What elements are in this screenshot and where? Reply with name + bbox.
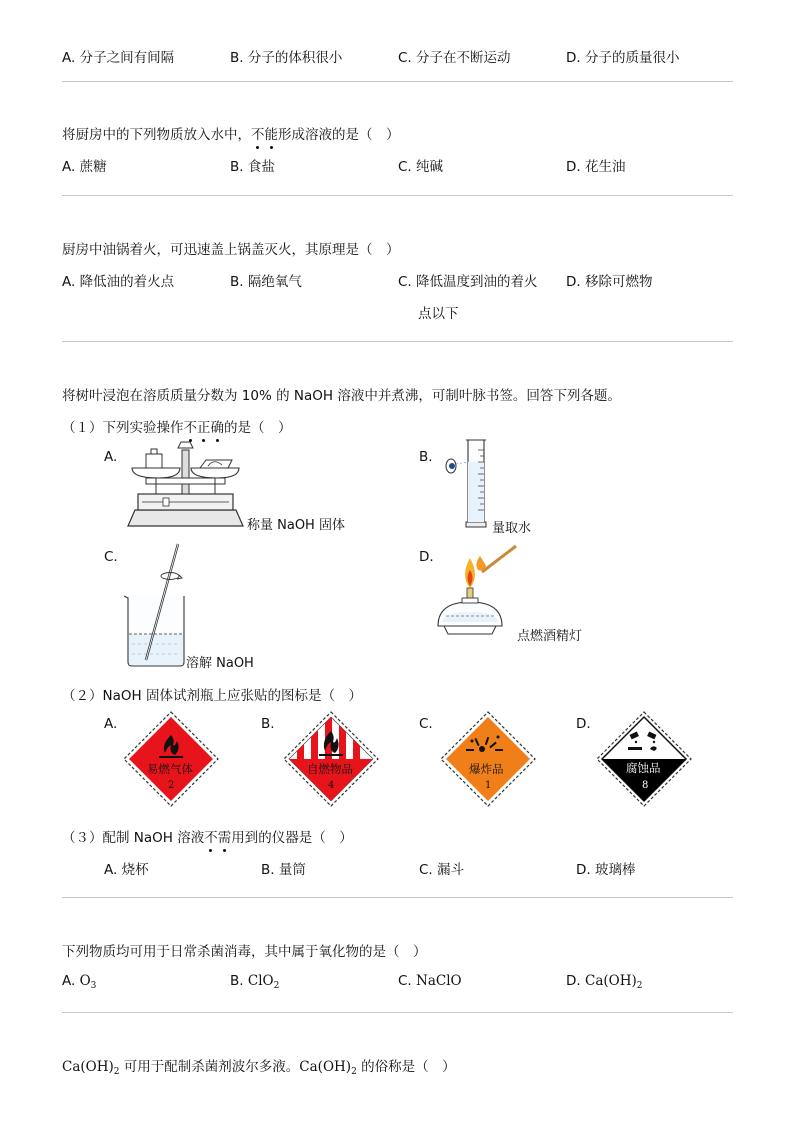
flammable-gas-sign <box>123 711 219 807</box>
q4-sub1-option-b[interactable]: B. <box>419 449 433 465</box>
spontaneous-combustion-sign <box>283 711 379 807</box>
q5-option-a[interactable]: A. $O_3$ <box>62 973 97 991</box>
q1-option-c[interactable]: C. 分子在不断运动 <box>398 50 511 66</box>
q4-sub1-option-c[interactable]: C. <box>104 549 118 565</box>
q4-sub2-stem: （２）NaOH 固体试剂瓶上应张贴的图标是（ ） <box>62 688 362 704</box>
q3-option-a[interactable]: A. 降低油的着火点 <box>62 274 175 290</box>
divider <box>62 195 733 196</box>
q4-sub3-stem: （３）配制 NaOH 溶液不需用到的仪器是（ ） <box>62 826 353 846</box>
explosive-sign <box>440 711 536 807</box>
q2-stem: 将厨房中的下列物质放入水中，不能形成溶液的是（ ） <box>62 123 400 143</box>
q4-stem: 将树叶浸泡在溶质质量分数为 10% 的 NaOH 溶液中并煮沸，可制叶脉书签。回答下列各题。 <box>62 388 621 404</box>
q1-option-b[interactable]: B. 分子的体积很小 <box>230 50 343 66</box>
q3-option-b[interactable]: B. 隔绝氧气 <box>230 274 302 290</box>
sign-c-number: 1 <box>485 780 492 791</box>
sign-b-number: 4 <box>328 780 335 791</box>
q4-sub1-option-d[interactable]: D. <box>419 549 434 565</box>
sign-a-label: 易燃气体 <box>147 762 193 776</box>
q3-stem: 厨房中油锅着火，可迅速盖上锅盖灭火，其原理是（ ） <box>62 242 400 258</box>
q4-sub3-option-c[interactable]: C. 漏斗 <box>419 862 465 878</box>
sign-c-label: 爆炸品 <box>469 762 504 776</box>
corrosive-sign <box>596 711 692 807</box>
q4-sub1-option-a[interactable]: A. <box>104 449 118 465</box>
q6-stem: $Ca(OH)_2$ 可用于配制杀菌剂波尔多液。$Ca(OH)_2$ 的俗称是（ ） <box>62 1059 456 1077</box>
sign-b-label: 自燃物品 <box>307 762 353 776</box>
q4-sub2-option-a[interactable]: A. <box>104 716 118 732</box>
q4-sub3-option-d[interactable]: D. 玻璃棒 <box>576 862 636 878</box>
q4-sub3-option-a[interactable]: A. 烧杯 <box>104 862 149 878</box>
q5-stem: 下列物质均可用于日常杀菌消毒，其中属于氧化物的是（ ） <box>62 944 427 960</box>
q3-option-c[interactable]: C. 降低温度到油的着火 <box>398 274 538 290</box>
balance-figure <box>118 438 253 530</box>
sign-a-number: 2 <box>168 780 175 791</box>
q4-sub2-option-c[interactable]: C. <box>419 716 433 732</box>
q5-option-d[interactable]: D. $Ca(OH)_2$ <box>566 973 643 991</box>
q1-option-a[interactable]: A. 分子之间有间隔 <box>62 50 175 66</box>
divider <box>62 81 733 82</box>
q4-sub2-option-b[interactable]: B. <box>261 716 275 732</box>
cylinder-figure <box>440 436 492 532</box>
q4-sub1-stem: （１）下列实验操作不正确的是（ ） <box>62 416 292 436</box>
q4-sub3-option-b[interactable]: B. 量筒 <box>261 862 306 878</box>
q5-option-b[interactable]: B. ClO$_2$ <box>230 973 280 991</box>
q4-sub1-caption-b: 量取水 <box>492 521 532 536</box>
q5-option-c[interactable]: C. NaClO <box>398 973 462 989</box>
q4-sub2-option-d[interactable]: D. <box>576 716 591 732</box>
q3-option-c-line2: 点以下 <box>418 306 459 322</box>
divider <box>62 897 733 898</box>
q2-option-a[interactable]: A. 蔗糖 <box>62 159 107 175</box>
q2-option-b[interactable]: B. 食盐 <box>230 159 275 175</box>
q4-sub1-caption-a: 称量 NaOH 固体 <box>247 518 345 533</box>
beaker-figure <box>122 540 188 668</box>
q3-option-d[interactable]: D. 移除可燃物 <box>566 274 653 290</box>
divider <box>62 1012 733 1013</box>
q4-sub1-caption-d: 点燃酒精灯 <box>517 629 583 644</box>
q2-option-d[interactable]: D. 花生油 <box>566 159 626 175</box>
sign-d-label: 腐蚀品 <box>626 761 661 775</box>
q4-sub1-caption-c: 溶解 NaOH <box>186 656 254 671</box>
q2-option-c[interactable]: C. 纯碱 <box>398 159 444 175</box>
divider <box>62 341 733 342</box>
q1-option-d[interactable]: D. 分子的质量很小 <box>566 50 680 66</box>
sign-d-number: 8 <box>642 780 649 791</box>
alcohol-lamp-figure <box>434 542 524 642</box>
